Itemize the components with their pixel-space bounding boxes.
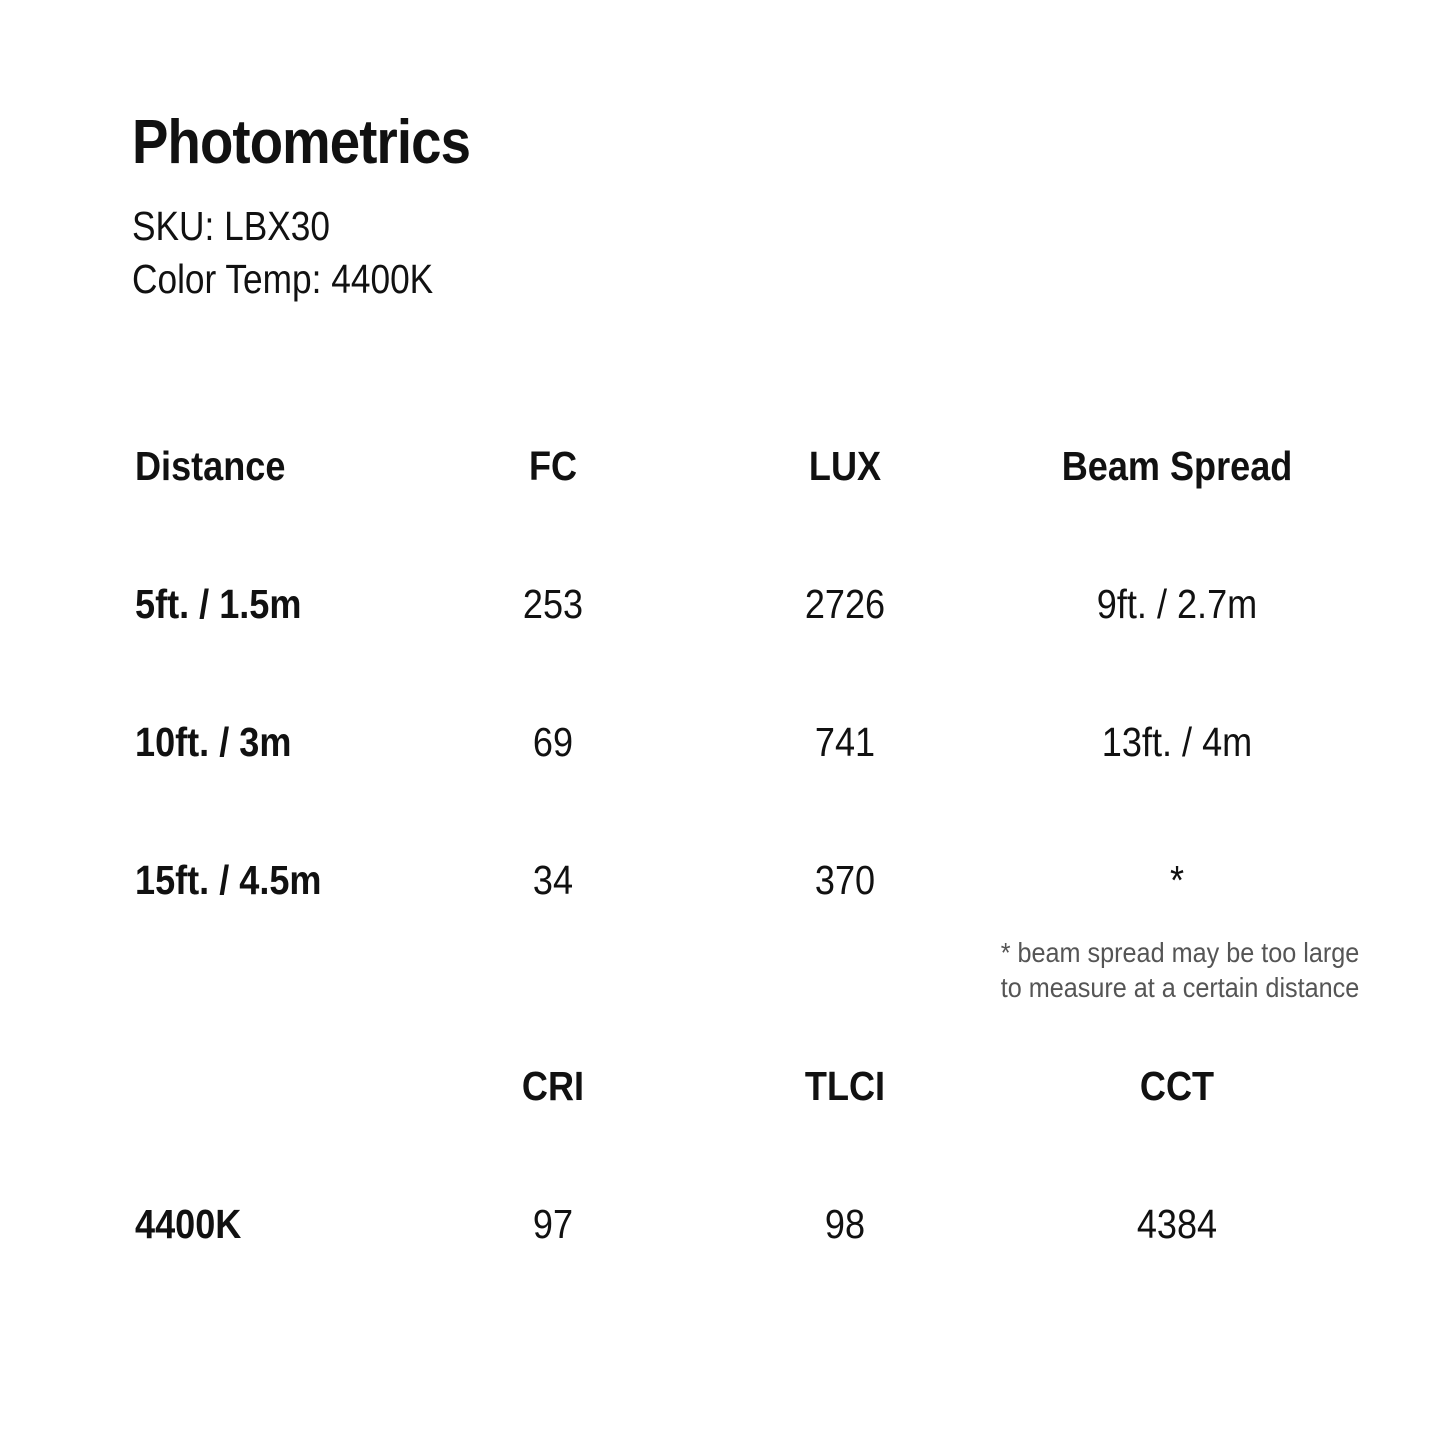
cell-cri: 97 [532,1201,574,1247]
cell-beam-spread: 9ft. / 2.7m [1096,581,1258,627]
cell-fc: 69 [532,719,574,765]
cell-color-temp-label: 4400K [135,1201,242,1247]
column-header-beam-spread: Beam Spread [1061,443,1293,489]
cell-lux: 2726 [804,581,886,627]
page-title: Photometrics [132,108,471,177]
cell-beam-spread: 13ft. / 4m [1101,719,1253,765]
cell-lux: 370 [814,857,876,903]
cell-distance: 5ft. / 1.5m [135,581,302,627]
column-header-lux: LUX [808,443,882,489]
column-header-cct: CCT [1139,1063,1215,1109]
cell-cct: 4384 [1136,1201,1218,1247]
cell-distance: 15ft. / 4.5m [135,857,322,903]
cell-fc: 253 [522,581,584,627]
cell-tlci: 98 [824,1201,866,1247]
footnote-line-2: to measure at a certain distance [1000,972,1360,1003]
column-header-cri: CRI [521,1063,585,1109]
column-header-distance: Distance [135,443,286,489]
cell-beam-spread: * [1169,857,1185,903]
color-temp-label: Color Temp: 4400K [132,256,434,302]
cell-distance: 10ft. / 3m [135,719,292,765]
cell-lux: 741 [814,719,876,765]
sku-label: SKU: LBX30 [132,203,330,249]
column-header-fc: FC [528,443,578,489]
column-header-tlci: TLCI [804,1063,886,1109]
cell-fc: 34 [532,857,574,903]
footnote-line-1: * beam spread may be too large [1000,937,1360,968]
